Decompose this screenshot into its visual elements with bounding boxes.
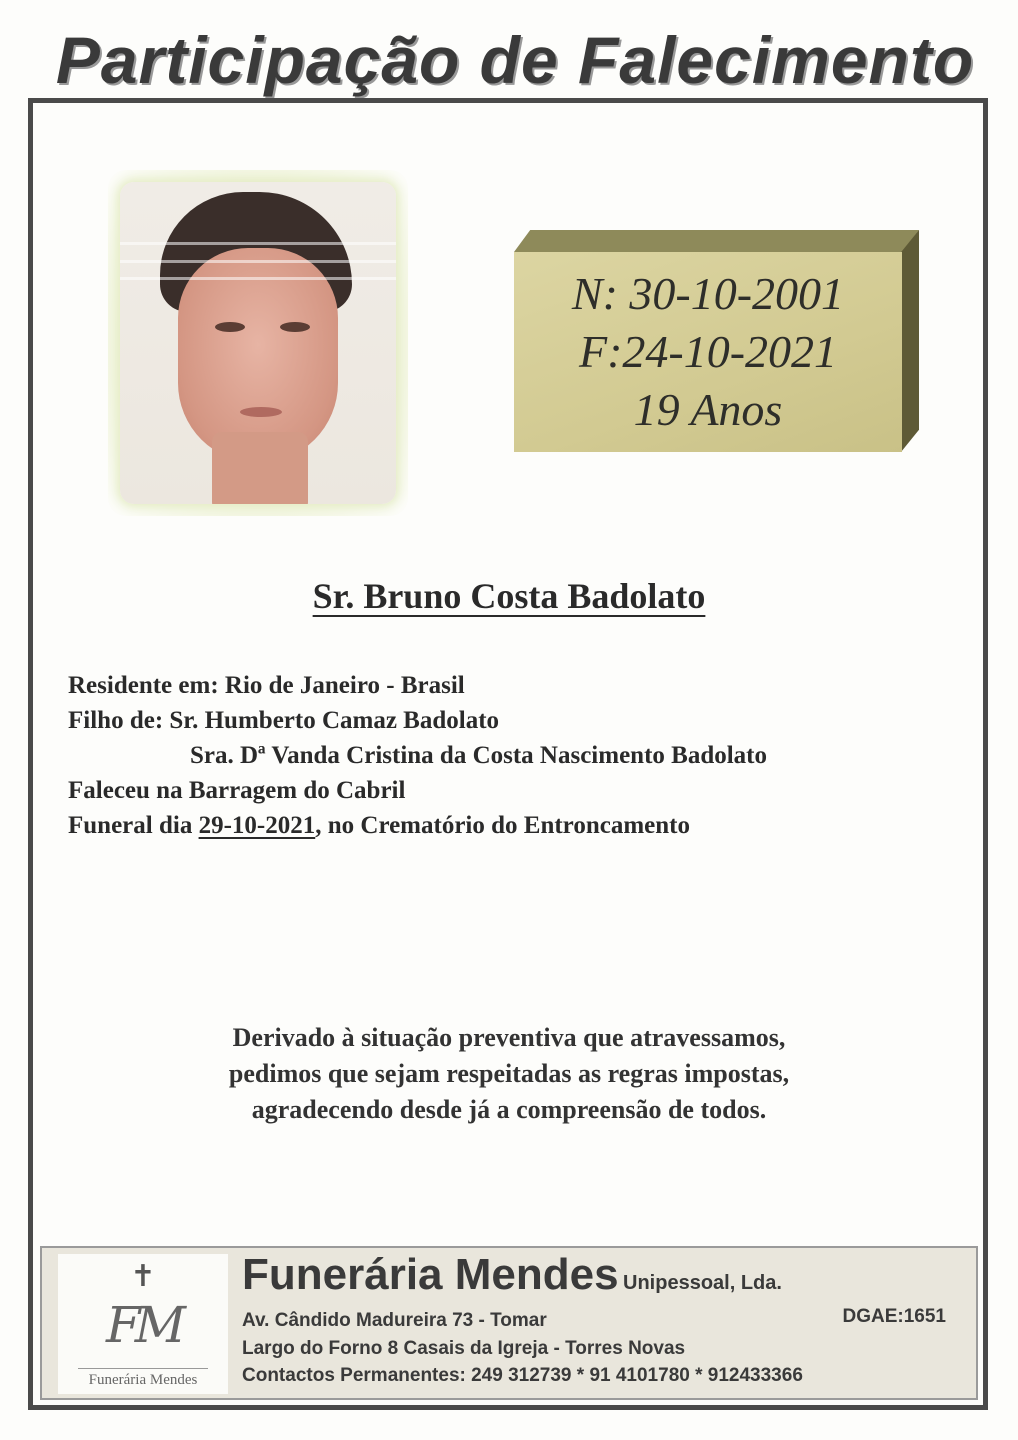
father-name: Sr. Humberto Camaz Badolato xyxy=(169,707,500,734)
portrait-photo xyxy=(120,182,396,504)
dates-plaque xyxy=(514,230,919,452)
death-place-line: Faleceu na Barragem do Cabril xyxy=(68,777,406,804)
funeral-suffix: , no Crematório do Entroncamento xyxy=(315,812,690,839)
parent-label: Filho de: xyxy=(68,707,164,734)
funeral-home-logo xyxy=(58,1254,228,1394)
funeral-home-banner xyxy=(40,1246,978,1400)
address-1: Av. Cândido Madureira 73 - Tomar xyxy=(242,1310,547,1331)
death-date: F:24-10-2021 xyxy=(578,326,838,377)
notice-line-1: Derivado à situação preventiva que atravessamos, xyxy=(232,1023,786,1052)
company-line xyxy=(242,1250,782,1300)
page-title: Participação de Falecimento xyxy=(55,23,975,97)
logo-monogram: FM xyxy=(106,1296,180,1354)
mother-name: Sra. Dª Vanda Cristina da Costa Nascimento Badolato xyxy=(190,742,768,769)
company-type: Unipessoal, Lda. xyxy=(623,1272,782,1294)
details-block xyxy=(68,668,948,843)
funeral-prefix: Funeral dia xyxy=(68,812,193,839)
deceased-name-row xyxy=(0,575,1018,617)
address-2: Largo do Forno 8 Casais da Igreja - Torres Novas xyxy=(242,1338,686,1359)
cross-icon: ✝ xyxy=(130,1260,156,1293)
deceased-name: Sr. Bruno Costa Badolato xyxy=(312,576,706,616)
company-name: Funerária Mendes xyxy=(242,1250,619,1299)
dgae-number: DGAE:1651 xyxy=(842,1306,946,1327)
notice-line-3: agradecendo desde já a compreensão de todos. xyxy=(251,1095,767,1124)
birth-date: N: 30-10-2001 xyxy=(571,268,845,319)
funeral-line xyxy=(68,808,948,843)
contacts: Contactos Permanentes: 249 312739 * 91 4101780 * 912433366 xyxy=(242,1365,803,1386)
age: 19 Anos xyxy=(633,384,783,435)
parents-line xyxy=(68,703,948,738)
notice-line-2: pedimos que sejam respeitadas as regras impostas, xyxy=(228,1059,790,1088)
funeral-date: 29-10-2021 xyxy=(198,812,316,839)
preventive-notice xyxy=(0,1020,1018,1128)
logo-name: Funerária Mendes xyxy=(88,1372,198,1388)
residence-line: Residente em: Rio de Janeiro - Brasil xyxy=(68,672,465,699)
